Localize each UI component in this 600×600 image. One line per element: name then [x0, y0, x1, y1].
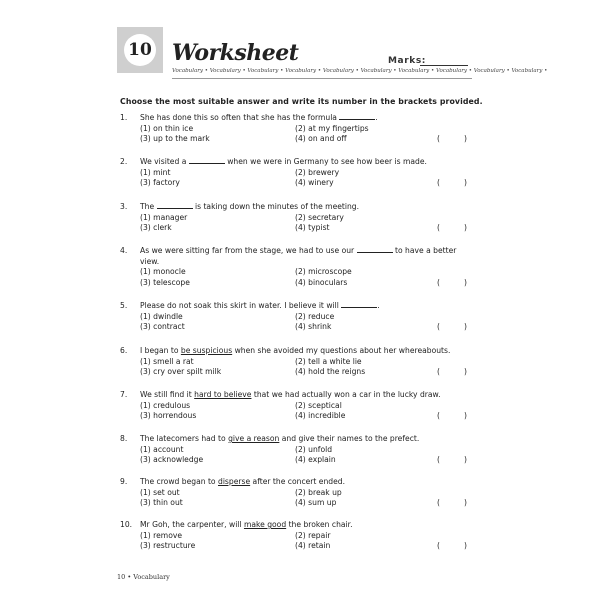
answer-brackets[interactable]: ( ) [437, 411, 467, 421]
worksheet-number: 10 [124, 34, 156, 66]
question-text: and give their names to the prefect. [279, 434, 420, 443]
question-number: 3. [120, 202, 128, 211]
question-number: 7. [120, 390, 128, 399]
question-text: The crowd began to [140, 477, 218, 486]
option: (4) explain [295, 455, 336, 465]
option: (1) remove [140, 530, 183, 540]
question-text: the broken chair. [286, 520, 353, 529]
answer-brackets[interactable]: ( ) [437, 367, 467, 377]
answer-blank [357, 246, 393, 253]
option: (1) on thin ice [140, 123, 194, 133]
question-text: after the concert ended. [250, 477, 346, 486]
question-number: 4. [120, 246, 128, 255]
question-3 [120, 202, 480, 234]
option: (1) dwindle [140, 311, 183, 321]
option: (4) binoculars [295, 278, 348, 288]
question-10 [120, 520, 480, 552]
option: (2) reduce [295, 311, 335, 321]
instruction: Choose the most suitable answer and write its number in the brackets provided. [120, 97, 483, 106]
question-number: 6. [120, 346, 128, 355]
option: (2) repair [295, 530, 331, 540]
page-footer: 10 • Vocabulary [117, 573, 170, 581]
option: (2) break up [295, 487, 342, 497]
question-1 [120, 113, 480, 145]
answer-blank [339, 113, 378, 122]
option: (4) winery [295, 178, 334, 188]
question-6 [120, 346, 480, 378]
underlined-phrase: disperse [218, 477, 251, 486]
question-number: 2. [120, 157, 128, 166]
option: (2) secretary [295, 212, 344, 222]
answer-blank [189, 157, 225, 164]
question-text: . [375, 113, 378, 122]
option: (3) telescope [140, 278, 190, 288]
option: (3) clerk [140, 223, 172, 233]
question-number: 5. [120, 301, 128, 310]
header-divider [172, 78, 472, 79]
answer-brackets[interactable]: ( ) [437, 178, 467, 188]
option: (2) microscope [295, 267, 352, 277]
question-text: view. [140, 256, 160, 266]
underlined-phrase: make good [243, 520, 287, 529]
option: (3) horrendous [140, 411, 197, 421]
question-text: is taking down the minutes of the meeting. [192, 202, 360, 211]
option: (3) restructure [140, 541, 196, 551]
option: (2) sceptical [295, 400, 342, 410]
answer-brackets[interactable]: ( ) [437, 134, 467, 144]
question-text: The [140, 202, 155, 211]
question-text: The latecomers had to [140, 434, 229, 443]
underlined-phrase: hard to believe [194, 390, 252, 399]
option: (2) tell a white lie [295, 356, 362, 366]
option: (4) hold the reigns [295, 367, 366, 377]
option: (1) credulous [140, 400, 191, 410]
question-text: I began to [140, 346, 181, 355]
question-2 [120, 157, 480, 189]
option: (3) cry over spilt milk [140, 367, 222, 377]
question-text: when she avoided my questions about her whereabouts. [232, 346, 451, 355]
question-text: Please do not soak this skirt in water. I believe it will [140, 301, 339, 310]
underlined-phrase: be suspicious [180, 346, 233, 355]
option: (4) shrink [295, 322, 332, 332]
answer-brackets[interactable]: ( ) [437, 223, 467, 233]
question-number: 1. [120, 113, 128, 122]
answer-brackets[interactable]: ( ) [437, 541, 467, 551]
option: (3) up to the mark [140, 134, 210, 144]
worksheet-number-badge [117, 27, 163, 73]
marks-line [420, 65, 468, 66]
option: (3) acknowledge [140, 455, 204, 465]
question-number: 8. [120, 434, 128, 443]
question-text: to have a better [392, 246, 457, 255]
option: (2) brewery [295, 167, 340, 177]
question-number: 10. [120, 520, 133, 529]
question-text: when we were in Germany to see how beer is made. [224, 157, 427, 166]
option: (4) typist [295, 223, 330, 233]
answer-brackets[interactable]: ( ) [437, 322, 467, 332]
question-text: that we had actually won a car in the lucky draw. [251, 390, 441, 399]
option: (2) unfold [295, 444, 333, 454]
option: (1) smell a rat [140, 356, 194, 366]
question-text: We visited a [140, 157, 187, 166]
option: (3) factory [140, 178, 180, 188]
marks-label: Marks: [388, 56, 427, 66]
answer-brackets[interactable]: ( ) [437, 455, 467, 465]
question-text: She has done this so often that she has the formula [140, 113, 337, 122]
question-8 [120, 434, 480, 466]
question-9 [120, 477, 480, 509]
option: (2) at my fingertips [295, 123, 369, 133]
question-text: Mr Goh, the carpenter, will [140, 520, 244, 529]
question-5 [120, 301, 480, 333]
option: (4) incredible [295, 411, 346, 421]
option: (1) monocle [140, 267, 186, 277]
option: (1) set out [140, 487, 180, 497]
question-text: . [377, 301, 380, 310]
option: (4) sum up [295, 498, 337, 508]
question-number: 9. [120, 477, 128, 486]
option: (3) contract [140, 322, 185, 332]
option: (4) on and off [295, 134, 347, 144]
option: (1) mint [140, 167, 171, 177]
option: (1) manager [140, 212, 188, 222]
option: (3) thin out [140, 498, 183, 508]
option: (1) account [140, 444, 184, 454]
page-title: Worksheet [172, 40, 299, 66]
answer-blank [341, 301, 380, 310]
answer-brackets[interactable]: ( ) [437, 498, 467, 508]
question-text: As we were sitting far from the stage, we had to use our [140, 246, 355, 255]
question-4 [120, 246, 480, 289]
underlined-phrase: give a reason [228, 434, 280, 443]
option: (4) retain [295, 541, 331, 551]
vocabulary-strip: Vocabulary • Vocabulary • Vocabulary • Vocabulary • Vocabulary • Vocabulary • Vocabulary • Vocabulary • Vocabulary • Vocabulary • [172, 68, 548, 74]
question-7 [120, 390, 480, 422]
answer-blank [157, 202, 193, 209]
answer-brackets[interactable]: ( ) [437, 278, 467, 288]
question-text: We still find it [140, 390, 195, 399]
